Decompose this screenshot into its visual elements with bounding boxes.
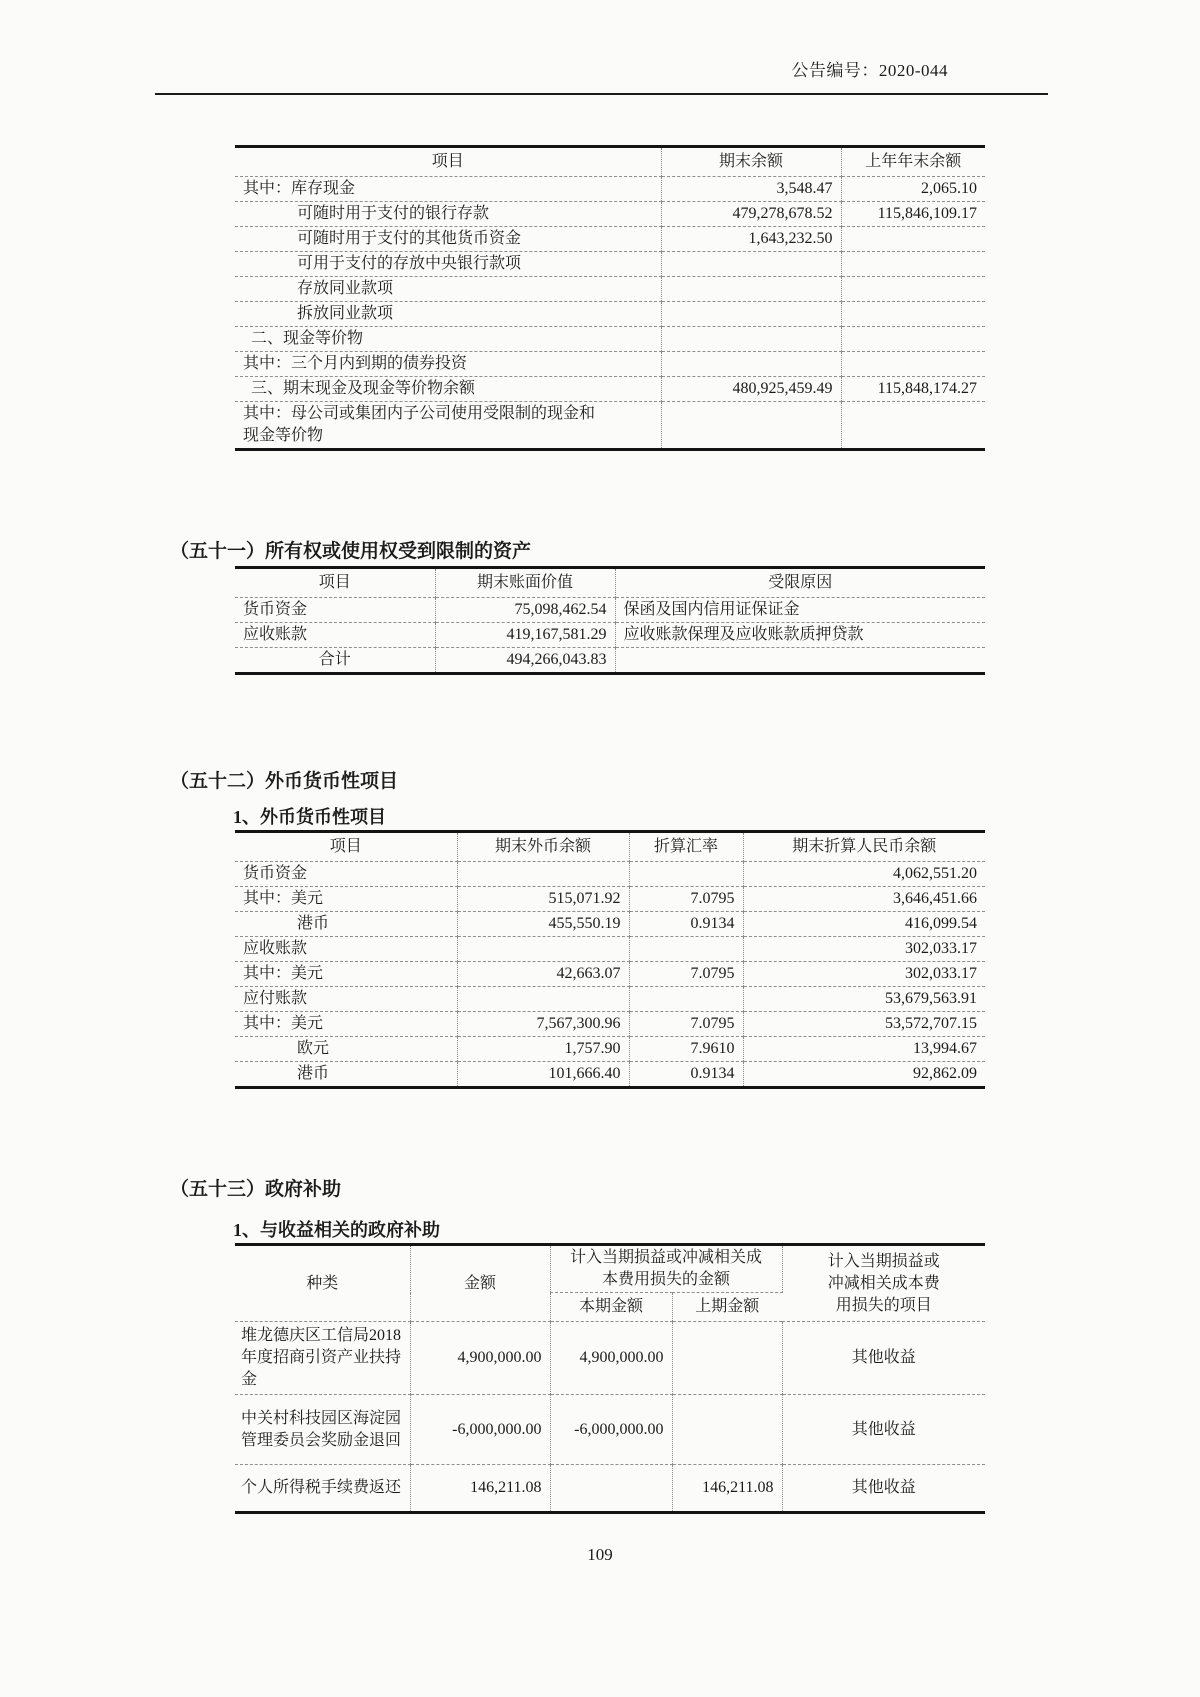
amount-cell: 146,211.08 [410, 1465, 550, 1513]
table-header-row [235, 147, 985, 177]
item-cell: 可随时用于支付的其他货币资金 [235, 227, 661, 252]
column-header-exchange-rate: 折算汇率 [629, 832, 743, 862]
column-header-foreign-balance: 期末外币余额 [457, 832, 629, 862]
prior-balance-cell [841, 252, 985, 277]
recognized-item-cell: 其他收益 [782, 1322, 985, 1395]
table-row [235, 352, 985, 377]
table-row [235, 252, 985, 277]
column-header-item: 项目 [235, 568, 435, 598]
table-row [235, 1465, 985, 1513]
item-header-text: 计入当期损益或冲减相关成本费用损失的项目 [827, 1252, 940, 1314]
table-row [235, 912, 985, 937]
table-header-row [235, 568, 985, 598]
reason-cell: 应收账款保理及应收账款质押贷款 [615, 623, 985, 648]
prior-amount-cell: 146,211.08 [672, 1465, 782, 1513]
item-cell: 应付账款 [235, 987, 457, 1012]
table-row [235, 1062, 985, 1088]
item-cell: 可用于支付的存放中央银行款项 [235, 252, 661, 277]
foreign-balance-cell [457, 987, 629, 1012]
prior-balance-cell [841, 302, 985, 327]
rate-cell: 7.0795 [629, 962, 743, 987]
rmb-balance-cell: 302,033.17 [743, 937, 985, 962]
rmb-balance-cell: 416,099.54 [743, 912, 985, 937]
table-row [235, 887, 985, 912]
prior-balance-cell: 2,065.10 [841, 177, 985, 202]
item-cell: 应收账款 [235, 937, 457, 962]
rmb-balance-cell: 13,994.67 [743, 1037, 985, 1062]
table-row [235, 1037, 985, 1062]
item-cell: 存放同业款项 [235, 277, 661, 302]
ending-balance-cell: 479,278,678.52 [661, 202, 841, 227]
table-row [235, 648, 985, 674]
table-row [235, 1395, 985, 1465]
item-cell: 三、期末现金及现金等价物余额 [235, 377, 661, 402]
rate-cell: 7.0795 [629, 887, 743, 912]
table-row [235, 302, 985, 327]
item-cell: 货币资金 [235, 598, 435, 623]
table-row [235, 623, 985, 648]
foreign-balance-cell [457, 937, 629, 962]
table-row [235, 1322, 985, 1395]
government-grants-table [235, 1243, 985, 1514]
section-53-title: （五十三）政府补助 [170, 1179, 342, 1200]
current-amount-cell: 4,900,000.00 [550, 1322, 672, 1395]
item-cell: 其中：三个月内到期的债券投资 [235, 352, 661, 377]
section-52-title: （五十二）外币货币性项目 [170, 771, 399, 792]
column-header-ending-balance: 期末余额 [661, 147, 841, 177]
grant-type-cell: 堆龙德庆区工信局2018 年度招商引资产业扶持金 [235, 1322, 410, 1395]
prior-balance-cell [841, 227, 985, 252]
total-label-cell: 合计 [235, 648, 435, 674]
ending-balance-cell [661, 302, 841, 327]
ending-balance-cell: 480,925,459.49 [661, 377, 841, 402]
ending-balance-cell: 3,548.47 [661, 177, 841, 202]
table-row [235, 402, 985, 450]
table-row [235, 202, 985, 227]
book-value-cell: 494,266,043.83 [435, 648, 615, 674]
rmb-balance-cell: 53,679,563.91 [743, 987, 985, 1012]
foreign-balance-cell: 42,663.07 [457, 962, 629, 987]
book-value-cell: 419,167,581.29 [435, 623, 615, 648]
column-header-item: 项目 [235, 832, 457, 862]
rmb-balance-cell: 4,062,551.20 [743, 862, 985, 887]
column-header-item: 项目 [235, 147, 661, 177]
table-header-row [235, 832, 985, 862]
column-header-grant-type: 种类 [235, 1245, 410, 1322]
prior-balance-cell [841, 327, 985, 352]
current-amount-cell [550, 1465, 672, 1513]
grant-type-cell: 个人所得税手续费返还 [235, 1465, 410, 1513]
column-header-rmb-balance: 期末折算人民币余额 [743, 832, 985, 862]
ending-balance-cell [661, 352, 841, 377]
ending-balance-cell [661, 327, 841, 352]
rate-cell [629, 862, 743, 887]
table-row [235, 987, 985, 1012]
reason-cell [615, 648, 985, 674]
restricted-assets-table [235, 566, 985, 675]
rate-cell: 0.9134 [629, 1062, 743, 1088]
section-51-title: （五十一）所有权或使用权受到限制的资产 [170, 541, 532, 562]
ending-balance-cell: 1,643,232.50 [661, 227, 841, 252]
ending-balance-cell [661, 252, 841, 277]
table-header-row [235, 1245, 985, 1293]
item-cell: 拆放同业款项 [235, 302, 661, 327]
table-row [235, 862, 985, 887]
section-53-subtitle: 1、与收益相关的政府补助 [233, 1220, 440, 1240]
item-cell: 欧元 [235, 1037, 457, 1062]
item-cell: 二、现金等价物 [235, 327, 661, 352]
foreign-balance-cell: 515,071.92 [457, 887, 629, 912]
rmb-balance-cell: 92,862.09 [913, 1065, 977, 1082]
page-number: 109 [587, 1545, 613, 1564]
item-cell: 其中：库存现金 [235, 177, 661, 202]
column-header-ending-book-value: 期末账面价值 [435, 568, 615, 598]
rmb-balance-cell: 53,572,707.15 [743, 1012, 985, 1037]
table-row [235, 962, 985, 987]
ending-balance-cell [661, 402, 841, 450]
prior-amount-cell [672, 1395, 782, 1465]
table-row [235, 327, 985, 352]
item-cell: 其中：美元 [235, 887, 457, 912]
prior-balance-cell [841, 402, 985, 450]
item-text: 其中：母公司或集团内子公司使用受限制的现金和现金等价物 [243, 405, 596, 444]
rmb-balance-cell: 302,033.17 [743, 962, 985, 987]
ending-balance-cell [661, 277, 841, 302]
amount-cell: -6,000,000.00 [410, 1395, 550, 1465]
table-row [235, 937, 985, 962]
prior-balance-cell: 115,848,174.27 [841, 377, 985, 402]
foreign-currency-table-wrap [235, 830, 985, 1089]
prior-balance-cell [841, 352, 985, 377]
group-header-text: 计入当期损益或冲减相关成本费用损失的金额 [569, 1249, 762, 1288]
prior-balance-cell [841, 277, 985, 302]
restricted-assets-table-wrap [235, 566, 985, 675]
item-cell [235, 402, 661, 450]
prior-balance-cell: 115,846,109.17 [841, 202, 985, 227]
header-rule [155, 93, 1048, 95]
table-row [235, 598, 985, 623]
recognized-item-cell: 其他收益 [782, 1395, 985, 1465]
column-header-restriction-reason: 受限原因 [615, 568, 985, 598]
rmb-balance-cell: 3,646,451.66 [743, 887, 985, 912]
foreign-balance-cell [457, 862, 629, 887]
foreign-balance-cell: 455,550.19 [457, 912, 629, 937]
prior-amount-cell [672, 1322, 782, 1395]
table-row [235, 377, 985, 402]
announcement-number: 公告编号：2020-044 [791, 61, 948, 80]
foreign-balance-cell: 7,567,300.96 [457, 1012, 629, 1037]
rate-cell: 7.0795 [629, 1012, 743, 1037]
item-cell: 港币 [235, 1062, 457, 1088]
item-cell: 货币资金 [235, 862, 457, 887]
grant-type-cell: 中关村科技园区海淀园管理委员会奖励金退回 [235, 1395, 410, 1465]
government-grants-table-wrap [235, 1243, 985, 1514]
foreign-balance-cell: 1,757.90 [457, 1037, 629, 1062]
table-row [235, 277, 985, 302]
column-header-recognized-item [782, 1245, 985, 1322]
column-header-prior-year-balance: 上年年末余额 [841, 147, 985, 177]
table-row [235, 227, 985, 252]
foreign-balance-cell: 101,666.40 [457, 1062, 629, 1088]
rate-cell [629, 937, 743, 962]
item-cell: 其中：美元 [235, 1012, 457, 1037]
recognized-item-cell: 其他收益 [851, 1479, 916, 1496]
rate-cell [629, 987, 743, 1012]
section-52-subtitle: 1、外币货币性项目 [233, 807, 386, 827]
cash-equivalents-table-wrap [235, 145, 985, 451]
current-amount-cell: -6,000,000.00 [550, 1395, 672, 1465]
rate-cell: 0.9134 [629, 912, 743, 937]
item-cell: 港币 [235, 912, 457, 937]
item-cell: 可随时用于支付的银行存款 [235, 202, 661, 227]
foreign-currency-table [235, 830, 985, 1089]
column-header-prior-amount: 上期金额 [672, 1293, 782, 1322]
table-row [235, 177, 985, 202]
reason-cell: 保函及国内信用证保证金 [615, 598, 985, 623]
column-header-group-recognized-amount [550, 1245, 782, 1293]
cash-equivalents-table [235, 145, 985, 451]
amount-cell: 4,900,000.00 [410, 1322, 550, 1395]
book-value-cell: 75,098,462.54 [435, 598, 615, 623]
item-cell: 应收账款 [235, 623, 435, 648]
column-header-amount: 金额 [410, 1245, 550, 1322]
column-header-current-amount: 本期金额 [550, 1293, 672, 1322]
rate-cell: 7.9610 [629, 1037, 743, 1062]
table-row [235, 1012, 985, 1037]
item-cell: 其中：美元 [235, 962, 457, 987]
